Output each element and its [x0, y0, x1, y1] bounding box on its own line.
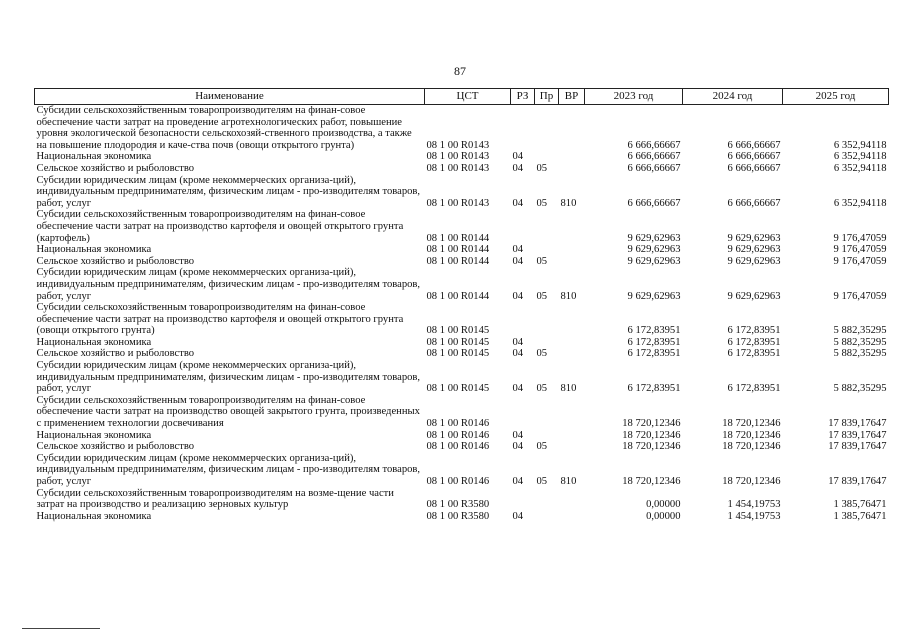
- table-row: [35, 395, 889, 430]
- row-name: Национальная экономика: [36, 510, 152, 522]
- row-cst: 08 1 00 R0145: [426, 325, 490, 337]
- row-value-2023: 6 172,83951: [627, 383, 681, 395]
- row-name: Субсидии юридическим лицам (кроме некоммерческих организа-ций), индивидуальным предпринимателям, физическим лицам - про-изводителям товаров, работ, услуг: [36, 360, 421, 395]
- row-value-2023: 6 666,66667: [627, 197, 681, 209]
- row-vr: 810: [560, 383, 577, 395]
- row-value-2025: 5 882,35295: [833, 383, 887, 395]
- row-vr: [559, 441, 585, 453]
- row-pr: 05: [536, 383, 548, 395]
- row-pr: [535, 151, 559, 163]
- row-value-2025: 6 352,94118: [833, 197, 887, 209]
- row-name: Сельское хозяйство и рыболовство: [36, 441, 195, 453]
- row-value-2023: 9 629,62963: [627, 232, 681, 244]
- row-name: Сельское хозяйство и рыболовство: [36, 348, 195, 360]
- row-vr: [559, 105, 585, 152]
- row-value-2025: 5 882,35295: [833, 348, 887, 360]
- row-pr: 05: [536, 348, 548, 360]
- footer-divider: [22, 628, 100, 629]
- table-row: [35, 256, 889, 268]
- table-row: [35, 175, 889, 210]
- row-cst: 08 1 00 R0144: [426, 244, 490, 256]
- row-cst: 08 1 00 R0143: [426, 162, 490, 174]
- table-row: [35, 430, 889, 442]
- table-row: [35, 151, 889, 163]
- header-vr: ВР: [559, 89, 585, 105]
- row-vr: 810: [560, 290, 577, 302]
- header-2025: 2025 год: [783, 89, 889, 105]
- row-value-2023: 18 720,12346: [622, 429, 681, 441]
- row-value-2024: 18 720,12346: [722, 429, 781, 441]
- row-value-2025: 1 385,76471: [833, 510, 887, 522]
- row-vr: [559, 511, 585, 523]
- row-value-2025: 17 839,17647: [828, 418, 887, 430]
- row-vr: 810: [560, 197, 577, 209]
- row-rz: [511, 395, 535, 430]
- row-value-2023: 6 666,66667: [627, 151, 681, 163]
- row-name: Субсидии сельскохозяйственным товаропроизводителям на финан-совое обеспечение части затрат на производство картофеля и овощей открытого грунта (овощи открытого грунта): [36, 302, 404, 337]
- row-vr: [559, 488, 585, 511]
- row-rz: 04: [512, 429, 524, 441]
- row-rz: 04: [512, 510, 524, 522]
- header-2023: 2023 год: [585, 89, 683, 105]
- table-body: [35, 105, 889, 523]
- row-value-2024: 6 172,83951: [727, 336, 781, 348]
- row-value-2025: 1 385,76471: [833, 499, 887, 511]
- table-row: [35, 244, 889, 256]
- row-value-2024: 18 720,12346: [722, 441, 781, 453]
- table-row: [35, 488, 889, 511]
- row-value-2025: 9 176,47059: [833, 255, 887, 267]
- row-pr: 05: [536, 197, 548, 209]
- row-vr: [559, 348, 585, 360]
- row-pr: [535, 302, 559, 337]
- table-row: [35, 441, 889, 453]
- row-rz: [511, 105, 535, 152]
- row-value-2025: 17 839,17647: [828, 441, 887, 453]
- row-name: Субсидии юридическим лицам (кроме некоммерческих организа-ций), индивидуальным предпринимателям, физическим лицам - про-изводителям товаров, работ, услуг: [36, 174, 421, 209]
- row-name: Национальная экономика: [36, 429, 152, 441]
- row-value-2024: 18 720,12346: [722, 476, 781, 487]
- row-name: Субсидии юридическим лицам (кроме некоммерческих организа-ций), индивидуальным предпринимателям, физическим лицам - про-изводителям товаров, работ, услуг: [36, 267, 421, 302]
- row-vr: [559, 395, 585, 430]
- row-value-2023: 9 629,62963: [627, 244, 681, 256]
- row-value-2025: 9 176,47059: [833, 290, 887, 302]
- row-rz: 04: [512, 348, 524, 360]
- row-value-2025: 6 352,94118: [833, 151, 887, 163]
- row-cst: 08 1 00 R0144: [426, 255, 490, 267]
- row-name: Сельское хозяйство и рыболовство: [36, 255, 195, 267]
- row-rz: 04: [512, 476, 524, 487]
- row-name: Сельское хозяйство и рыболовство: [36, 162, 195, 174]
- row-pr: 05: [536, 255, 548, 267]
- row-value-2023: 18 720,12346: [622, 441, 681, 453]
- row-value-2024: 6 172,83951: [727, 383, 781, 395]
- row-value-2024: 6 666,66667: [727, 162, 781, 174]
- row-rz: 04: [512, 255, 524, 267]
- row-value-2024: 6 172,83951: [727, 348, 781, 360]
- header-name: Наименование: [35, 89, 425, 105]
- row-pr: [535, 337, 559, 349]
- row-name: Субсидии сельскохозяйственным товаропроизводителям на финан-совое обеспечение части затрат на проведение агротехнологических работ, повышение уровня экологической безопасности сельскохозяй-ственного производства, а также на повышение плодородия и каче-ства почв (овощи открытого грунта): [36, 105, 412, 151]
- table-row: [35, 511, 889, 523]
- row-pr: [535, 488, 559, 511]
- row-cst: 08 1 00 R0146: [426, 441, 490, 453]
- row-rz: 04: [512, 162, 524, 174]
- table-row: [35, 267, 889, 302]
- row-cst: 08 1 00 R0145: [426, 383, 490, 395]
- row-pr: 05: [536, 441, 548, 453]
- header-2024: 2024 год: [683, 89, 783, 105]
- row-value-2024: 9 629,62963: [727, 255, 781, 267]
- table-row: [35, 105, 889, 152]
- row-value-2024: 6 666,66667: [727, 139, 781, 151]
- row-name: Субсидии сельскохозяйственным товаропроизводителям на финан-совое обеспечение части затрат на производство овощей закрытого грунта, произведенных с применением технологии досвечивания: [36, 394, 420, 430]
- row-cst: 08 1 00 R0146: [426, 418, 490, 430]
- row-cst: 08 1 00 R0144: [426, 232, 490, 244]
- row-value-2023: 9 629,62963: [627, 290, 681, 302]
- row-name: Национальная экономика: [36, 151, 152, 163]
- row-cst: 08 1 00 R0143: [426, 151, 490, 163]
- row-pr: [535, 244, 559, 256]
- budget-table: [34, 88, 889, 522]
- row-value-2025: 17 839,17647: [828, 429, 887, 441]
- table-row: [35, 337, 889, 349]
- row-name: Субсидии юридическим лицам (кроме некоммерческих организа-ций), индивидуальным предпринимателям, физическим лицам - про-изводителям товаров, работ, услуг: [36, 452, 421, 487]
- row-rz: [511, 302, 535, 337]
- row-vr: [559, 151, 585, 163]
- row-pr: 05: [536, 162, 548, 174]
- row-value-2023: 18 720,12346: [622, 476, 681, 487]
- row-cst: 08 1 00 R3580: [426, 510, 490, 522]
- row-value-2025: 9 176,47059: [833, 244, 887, 256]
- row-value-2023: 9 629,62963: [627, 255, 681, 267]
- row-value-2024: 9 629,62963: [727, 244, 781, 256]
- row-value-2025: 5 882,35295: [833, 325, 887, 337]
- row-value-2023: 6 666,66667: [627, 139, 681, 151]
- row-value-2023: 0,00000: [646, 499, 681, 511]
- row-value-2025: 6 352,94118: [833, 162, 887, 174]
- table-row: [35, 209, 889, 244]
- row-vr: [559, 302, 585, 337]
- row-pr: [535, 209, 559, 244]
- row-value-2023: 0,00000: [646, 510, 681, 522]
- row-cst: 08 1 00 R3580: [426, 499, 490, 511]
- row-name: Национальная экономика: [36, 336, 152, 348]
- row-cst: 08 1 00 R0146: [426, 476, 490, 487]
- row-value-2023: 6 172,83951: [627, 336, 681, 348]
- row-value-2024: 1 454,19753: [727, 510, 781, 522]
- row-rz: [511, 488, 535, 511]
- row-rz: 04: [512, 197, 524, 209]
- table-row: [35, 360, 889, 395]
- table-row: [35, 302, 889, 337]
- row-vr: [559, 430, 585, 442]
- row-rz: 04: [512, 290, 524, 302]
- header-rz: РЗ: [511, 89, 535, 105]
- row-cst: 08 1 00 R0146: [426, 429, 490, 441]
- row-value-2024: 6 172,83951: [727, 325, 781, 337]
- row-rz: [511, 209, 535, 244]
- table-header-row: [35, 89, 889, 105]
- row-pr: [535, 395, 559, 430]
- row-pr: [535, 511, 559, 523]
- row-rz: 04: [512, 336, 524, 348]
- row-rz: 04: [512, 441, 524, 453]
- row-vr: [559, 337, 585, 349]
- row-value-2023: 6 666,66667: [627, 162, 681, 174]
- row-value-2025: 17 839,17647: [828, 476, 887, 487]
- row-rz: 04: [512, 383, 524, 395]
- row-cst: 08 1 00 R0145: [426, 336, 490, 348]
- row-value-2024: 18 720,12346: [722, 418, 781, 430]
- header-cst: ЦСТ: [425, 89, 511, 105]
- row-name: Субсидии сельскохозяйственным товаропроизводителям на возме-щение части затрат на производство и реализацию зерновых культур: [36, 487, 394, 511]
- row-rz: 04: [512, 244, 524, 256]
- row-pr: [535, 430, 559, 442]
- row-vr: [559, 209, 585, 244]
- table-row: [35, 348, 889, 360]
- row-value-2024: 9 629,62963: [727, 232, 781, 244]
- row-rz: 04: [512, 151, 524, 163]
- row-value-2023: 6 172,83951: [627, 325, 681, 337]
- table-row: [35, 453, 889, 488]
- row-pr: [535, 105, 559, 152]
- row-vr: 810: [560, 476, 577, 487]
- row-value-2025: 5 882,35295: [833, 336, 887, 348]
- row-value-2025: 6 352,94118: [833, 139, 887, 151]
- row-cst: 08 1 00 R0143: [426, 197, 490, 209]
- row-value-2025: 9 176,47059: [833, 232, 887, 244]
- row-cst: 08 1 00 R0143: [426, 139, 490, 151]
- row-value-2024: 1 454,19753: [727, 499, 781, 511]
- row-value-2023: 6 172,83951: [627, 348, 681, 360]
- row-cst: 08 1 00 R0144: [426, 290, 490, 302]
- row-cst: 08 1 00 R0145: [426, 348, 490, 360]
- row-value-2023: 18 720,12346: [622, 418, 681, 430]
- row-pr: 05: [536, 290, 548, 302]
- row-pr: 05: [536, 476, 548, 487]
- row-value-2024: 9 629,62963: [727, 290, 781, 302]
- page-number: 87: [454, 64, 466, 78]
- row-name: Национальная экономика: [36, 244, 152, 256]
- table-row: [35, 163, 889, 175]
- row-name: Субсидии сельскохозяйственным товаропроизводителям на финан-совое обеспечение части затрат на производство картофеля и овощей открытого грунта (картофель): [36, 209, 404, 244]
- header-pr: Пр: [535, 89, 559, 105]
- row-vr: [559, 256, 585, 268]
- row-vr: [559, 244, 585, 256]
- row-value-2024: 6 666,66667: [727, 151, 781, 163]
- row-value-2024: 6 666,66667: [727, 197, 781, 209]
- row-vr: [559, 163, 585, 175]
